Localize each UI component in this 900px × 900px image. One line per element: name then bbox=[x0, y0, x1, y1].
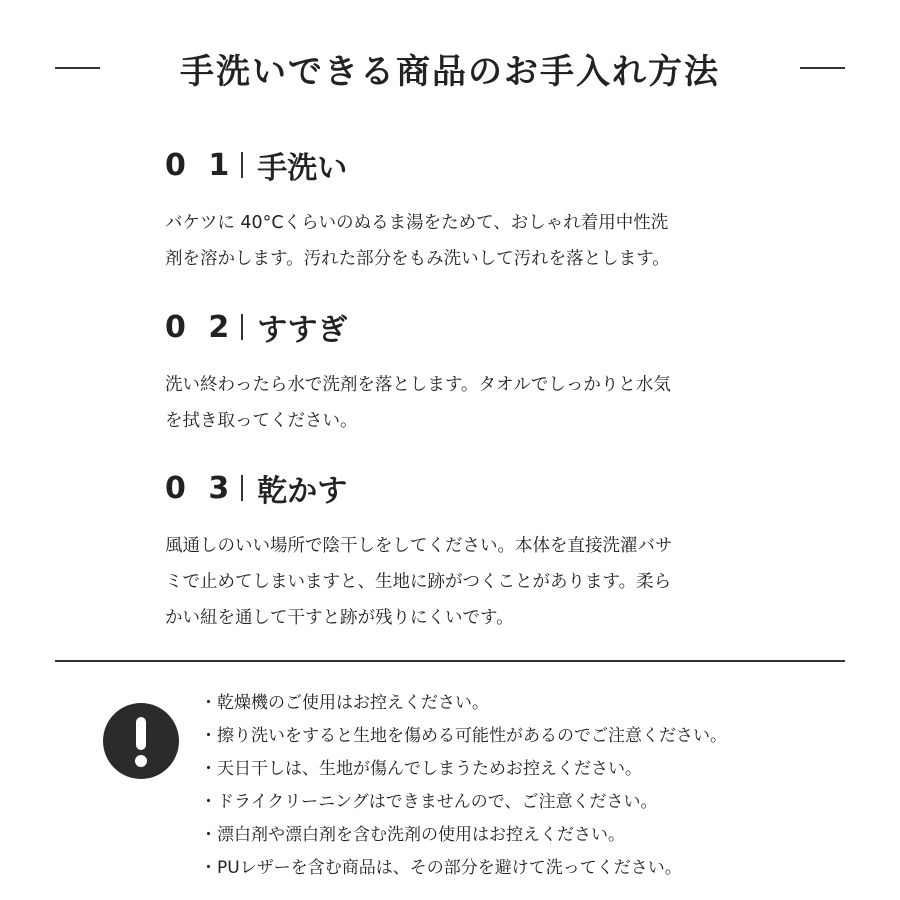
step-2-heading bbox=[165, 307, 785, 347]
caution-item: ・ドライクリーニングはできませんので、ご注意ください。 bbox=[200, 792, 658, 812]
step-1-line-1: バケツに 40°Cくらいのぬるま湯をためて、おしゃれ着用中性洗 bbox=[165, 213, 669, 233]
step-3-line-2: ミで止めてしまいますと、生地に跡がつくことがあります。柔ら bbox=[165, 572, 672, 592]
step-1-heading bbox=[165, 145, 785, 185]
step-1-title: 手洗い bbox=[257, 151, 348, 186]
step-3 bbox=[165, 468, 785, 636]
step-2-line-1: 洗い終わったら水で洗剤を落とします。タオルでしっかりと水気 bbox=[165, 375, 671, 395]
step-1-line-2: 剤を溶かします。汚れた部分をもみ洗いして汚れを落とします。 bbox=[165, 249, 670, 269]
title-dash-right bbox=[800, 67, 845, 69]
step-3-separator bbox=[241, 475, 243, 501]
step-3-title: 乾かす bbox=[257, 474, 348, 509]
exclamation-dot bbox=[135, 755, 147, 767]
step-2-title: すすぎ bbox=[257, 313, 348, 348]
caution-item: ・天日干しは、生地が傷んでしまうためお控えください。 bbox=[200, 759, 642, 779]
step-3-heading bbox=[165, 468, 785, 508]
step-2-line-2: を拭き取ってください。 bbox=[165, 411, 358, 431]
title-dash-left bbox=[55, 67, 100, 69]
step-2-number: 0 2 bbox=[165, 309, 236, 345]
step-2 bbox=[165, 307, 785, 439]
step-2-separator bbox=[241, 314, 243, 340]
step-1-number: 0 1 bbox=[165, 147, 236, 183]
step-1 bbox=[165, 145, 785, 277]
caution-item: ・漂白剤や漂白剤を含む洗剤の使用はお控えください。 bbox=[200, 825, 625, 845]
caution-item: ・乾燥機のご使用はお控えください。 bbox=[200, 693, 489, 713]
exclamation-bar bbox=[136, 717, 146, 750]
section-divider bbox=[55, 660, 845, 662]
step-2-description bbox=[165, 367, 785, 439]
page-header bbox=[0, 38, 900, 98]
step-3-description bbox=[165, 528, 785, 636]
caution-list bbox=[200, 687, 820, 885]
step-3-line-1: 風通しのいい場所で陰干しをしてください。本体を直接洗濯バサ bbox=[165, 536, 673, 556]
step-1-separator bbox=[241, 152, 243, 178]
caution-item: ・PUレザーを含む商品は、その部分を避けて洗ってください。 bbox=[200, 858, 682, 878]
step-3-line-3: かい紐を通して干すと跡が残りにくいです。 bbox=[165, 608, 514, 628]
step-1-description bbox=[165, 205, 785, 277]
step-3-number: 0 3 bbox=[165, 470, 236, 506]
page-title: 手洗いできる商品のお手入れ方法 bbox=[180, 52, 720, 92]
exclamation-icon bbox=[103, 703, 179, 779]
caution-item: ・擦り洗いをすると生地を傷める可能性があるのでご注意ください。 bbox=[200, 726, 727, 746]
